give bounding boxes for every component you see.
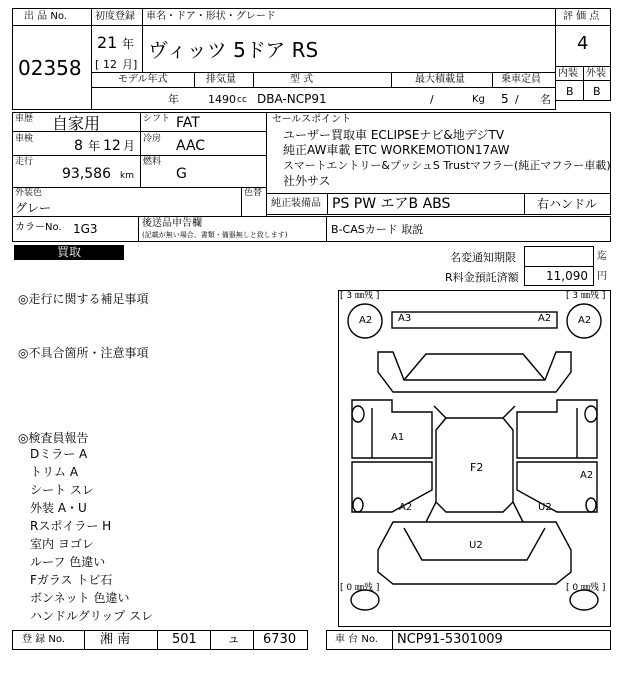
roof-mark: F2 [470, 461, 484, 474]
ac-value: AAC [176, 138, 206, 154]
chassis-label: 車 台 No. [335, 634, 378, 645]
first-reg-year-unit: 年 [122, 37, 135, 51]
bumper-left-mark: A3 [398, 313, 412, 324]
inspection-month-unit: 月 [123, 139, 136, 153]
defects-notes-title: ◎不具合箇所・注意事項 [18, 346, 149, 360]
inspector-item: シート スレ [30, 483, 94, 497]
inspector-report-title: ◎検査員報告 [18, 431, 89, 445]
max-load-unit: Kg [472, 94, 485, 105]
max-load-value: / [430, 93, 434, 106]
sales-line-1: ユーザー買取車 ECLIPSEナビ&地デジTV [283, 128, 505, 142]
tire-depth-top-right: [ 3 ㎜残 ] [566, 291, 606, 301]
interior-grade: B [566, 85, 574, 98]
inspector-item: Rスポイラー H [30, 519, 112, 533]
rear-left-mark: A2 [399, 502, 413, 513]
inspector-item: Fガラス トビ石 [30, 573, 113, 587]
displacement-label: 排気量 [206, 74, 236, 85]
purchase-badge: 買取 [14, 245, 124, 260]
chassis-number: NCP91-5301009 [397, 632, 503, 647]
recycle-value: 11,090 [546, 269, 588, 283]
notice-label: 名変通知期限 [450, 251, 516, 264]
inspector-item: ルーフ 色違い [30, 555, 106, 569]
first-reg-month: 12 [103, 58, 117, 71]
tire-depth-top-left: [ 3 ㎜残 ] [340, 291, 380, 301]
door-left-mark: A1 [391, 432, 405, 443]
ac-label: 冷房 [143, 134, 162, 144]
inspector-item: 外装 A・U [30, 501, 87, 515]
inspector-item: ボンネット 色違い [30, 591, 130, 605]
trunk-mark: U2 [469, 540, 483, 551]
notice-unit: 迄 [597, 251, 607, 262]
model-code-label: 型 式 [290, 74, 314, 85]
tire-depth-bottom-left: [ 0 ㎜残 ] [340, 583, 380, 593]
score-value: 4 [577, 33, 589, 54]
capacity-value: 5 [501, 92, 509, 106]
tire-depth-bottom-right: [ 0 ㎜残 ] [566, 583, 606, 593]
right-rear-mark: A2 [580, 470, 594, 481]
equipment-items: PS PW エアB ABS [332, 196, 451, 212]
mileage-unit: km [120, 171, 134, 181]
capacity-sep: / [515, 93, 519, 106]
inspector-item: 室内 ヨゴレ [30, 537, 94, 551]
docs-note: (記載が無い場合、書類・備器無しと致します) [142, 231, 288, 239]
color-no-label: カラーNo. [15, 222, 62, 233]
score-label: 評 価 点 [563, 11, 600, 22]
capacity-unit: 名 [540, 93, 551, 106]
lot-number: 02358 [18, 56, 82, 80]
inspector-item: Dミラー A [30, 447, 88, 461]
color-label: 外装色 [15, 188, 43, 198]
inspection-year: 8 [74, 138, 83, 154]
bcas-value: B-CASカード 取説 [331, 223, 424, 236]
inspection-year-unit: 年 [88, 139, 101, 153]
first-reg-month-unit: 月] [122, 58, 138, 71]
inspector-item: トリム A [30, 465, 79, 479]
sales-line-3: スマートエントリー&プッシュS Trustマフラー(純正マフラー車載) [283, 159, 611, 172]
exterior-label: 外装 [586, 68, 606, 79]
car-outline [338, 290, 611, 627]
shift-label: シフト [143, 114, 171, 124]
first-reg-label: 初度登録 [95, 11, 135, 22]
history-value: 自家用 [52, 114, 101, 133]
sales-points-title: セールスポイント [272, 114, 352, 125]
first-reg-year: 21 [97, 33, 118, 52]
notice-field [524, 246, 594, 267]
inspection-month: 12 [103, 138, 121, 154]
registration-number: 6730 [263, 632, 297, 647]
driving-notes-title: ◎走行に関する補足事項 [18, 292, 149, 306]
max-load-label: 最大積載量 [415, 74, 465, 85]
first-reg-month-open: [ [95, 58, 100, 71]
car-name-label: 車名・ドア・形状・グレード [146, 11, 276, 22]
inspection-label: 車検 [15, 134, 34, 144]
fuel-value: G [176, 166, 187, 182]
registration-label: 登 録 No. [22, 634, 65, 645]
displacement-unit: cc [237, 95, 247, 105]
registration-area: 湘 南 [100, 632, 131, 647]
inspector-item: ハンドルグリップ スレ [30, 609, 154, 623]
capacity-label: 乗車定員 [501, 74, 541, 85]
wheel-front-left-mark: A2 [359, 315, 373, 326]
rear-right-mark: U2 [538, 502, 552, 513]
history-label: 車歴 [15, 114, 34, 124]
wheel-front-right-mark: A2 [578, 315, 592, 326]
mileage-label: 走行 [15, 157, 34, 167]
color-no-value: 1G3 [73, 222, 98, 236]
recycle-label: R料金預託済額 [445, 271, 519, 284]
model-code: DBA-NCP91 [257, 92, 327, 106]
color-value: グレー [15, 201, 52, 215]
exterior-grade: B [593, 85, 601, 98]
sales-line-4: 社外サス [283, 174, 331, 188]
registration-class: 501 [172, 632, 197, 647]
car-name: ヴィッツ 5ドア RS [148, 38, 319, 62]
color-change-label: 色替 [244, 188, 263, 198]
displacement-value: 1490 [208, 93, 236, 106]
model-year-unit: 年 [168, 93, 179, 106]
interior-label: 内装 [558, 68, 578, 79]
steering-value: 右ハンドル [537, 197, 598, 211]
equipment-label: 純正装備品 [271, 198, 321, 209]
bumper-right-mark: A2 [538, 313, 552, 324]
lot-label: 出 品 No. [24, 11, 67, 22]
mileage-value: 93,586 [62, 166, 111, 182]
shift-value: FAT [176, 115, 200, 131]
recycle-unit: 円 [597, 271, 607, 282]
model-year-label: モデル年式 [118, 74, 168, 85]
registration-kana: ュ [227, 632, 241, 647]
docs-label: 後送品申告欄 [142, 218, 202, 229]
sales-line-2: 純正AW車載 ETC WORKEMOTION17AW [283, 143, 510, 157]
fuel-label: 燃料 [143, 157, 162, 167]
